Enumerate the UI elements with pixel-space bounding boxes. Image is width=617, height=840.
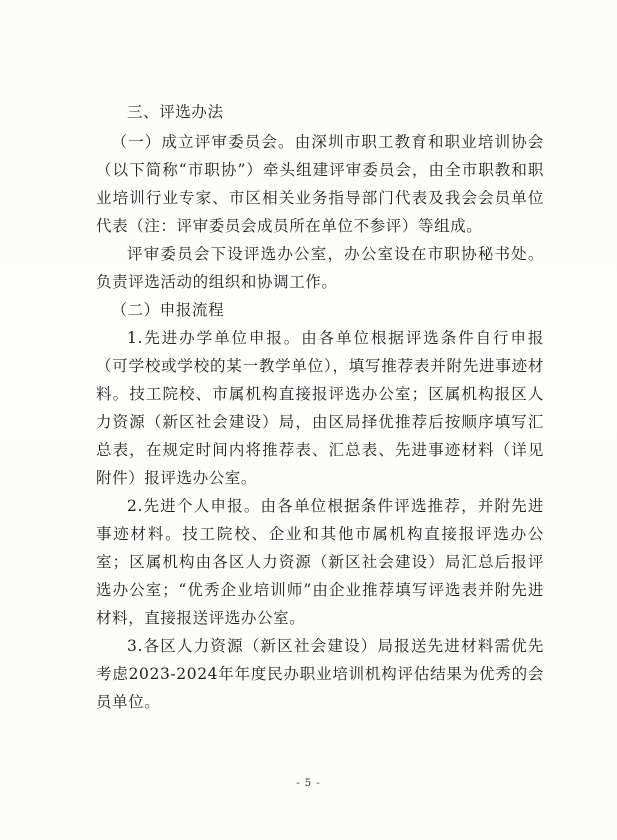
- paragraph-priority: 3.各区人力资源（新区社会建设）局报送先进材料需优先考虑2023-2024年年度民办职业培训机构评估结果为优秀的会员单位。: [96, 637, 544, 711]
- document-body: [96, 98, 544, 716]
- paragraph-committee: （一）成立评审委员会。由深圳市职工教育和职业培训协会（以下简称“市职协”）牵头组建评审委员会，由全市职教和职业培训行业专家、市区相关业务指导部门代表及我会会员单位代表（注：评审委员会成员所在单位不参评）等组成。: [96, 133, 544, 235]
- paragraph-individual-application: 2.先进个人申报。由各单位根据条件评选推荐，并附先进事迹材料。技工院校、企业和其他市属机构直接报评选办公室；区属机构由各区人力资源（新区社会建设）局汇总后报评选办公室；“优秀企业培训师”由企业推荐填写评选表并附先进材料，直接报送评选办公室。: [96, 497, 544, 627]
- section-heading: 三、评选办法: [127, 103, 224, 121]
- subheading-procedure: （二）申报流程: [111, 301, 225, 319]
- paragraph-unit-application: 1.先进办学单位申报。由各单位根据评选条件自行申报（可学校或学校的某一教学单位），填写推荐表并附先进事迹材料。技工院校、市属机构直接报评选办公室；区属机构报区人力资源（新区社会建设）局，由区局择优推荐后按顺序填写汇总表，在规定时间内将推荐表、汇总表、先进事迹材料（详见附件）报评选办公室。: [96, 329, 544, 487]
- page-number: - 5 -: [296, 778, 321, 789]
- paragraph-office: 评审委员会下设评选办公室，办公室设在市职协秘书处。负责评选活动的组织和协调工作。: [96, 245, 544, 291]
